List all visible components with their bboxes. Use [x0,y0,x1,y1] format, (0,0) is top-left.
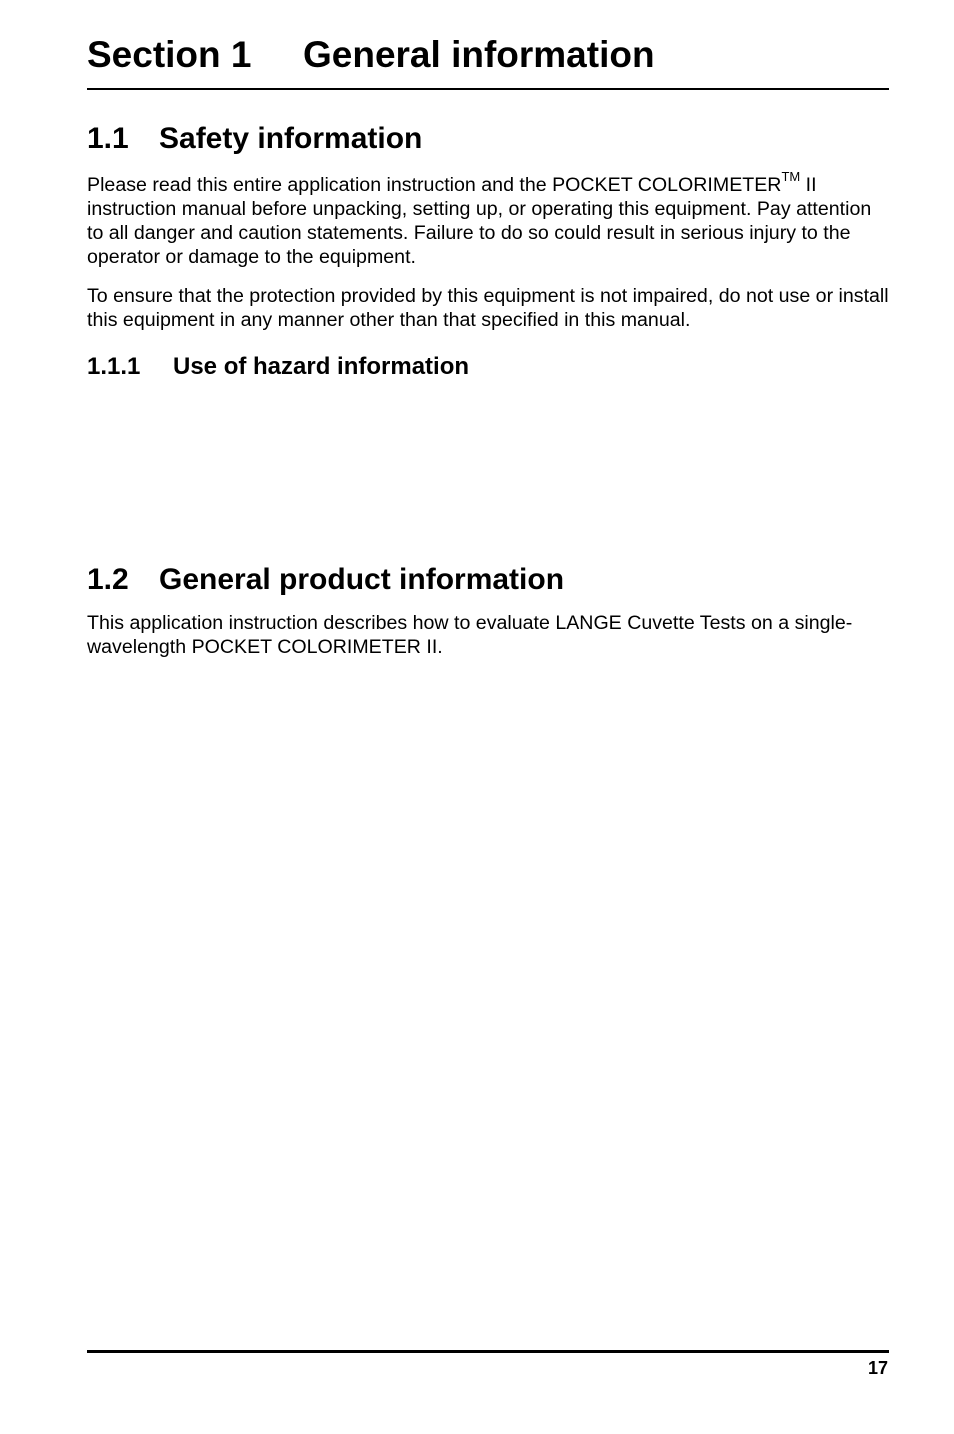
heading-number: 1.1.1 [87,353,141,380]
heading-number: 1.1 [87,122,129,155]
title-divider [87,88,889,90]
heading-safety-information [87,121,422,157]
heading-number: 1.2 [87,563,129,596]
heading-text: General product information [159,563,565,596]
safety-paragraph-1 [87,169,889,269]
heading-text: Safety information [159,122,423,155]
text-run: II instruction manual before unpacking, setting up, or operating this equipment. Pay attention to all danger and caution statements. Failure to do so could result in serious injury to the operator or damage to the equipment. [87,174,872,268]
text-run: Please read this entire application instruction and the POCKET COLORIMETER [87,174,782,196]
trademark-superscript: TM [781,169,801,185]
heading-text: Use of hazard information [173,353,470,380]
product-paragraph-1: This application instruction describes how to evaluate LANGE Cuvette Tests on a single-wavelength POCKET COLORIMETER II. [87,612,853,658]
section-title: General information [303,34,655,75]
heading-general-product-information [87,562,564,598]
page-number: 17 [867,1358,888,1378]
page-title [87,33,889,77]
safety-paragraph-2: To ensure that the protection provided by this equipment is not impaired, do not use or install this equipment in any manner other than that specified in this manual. [87,285,889,331]
heading-use-of-hazard-information [87,352,469,382]
section-number: Section 1 [87,34,252,75]
footer-divider [87,1350,889,1353]
